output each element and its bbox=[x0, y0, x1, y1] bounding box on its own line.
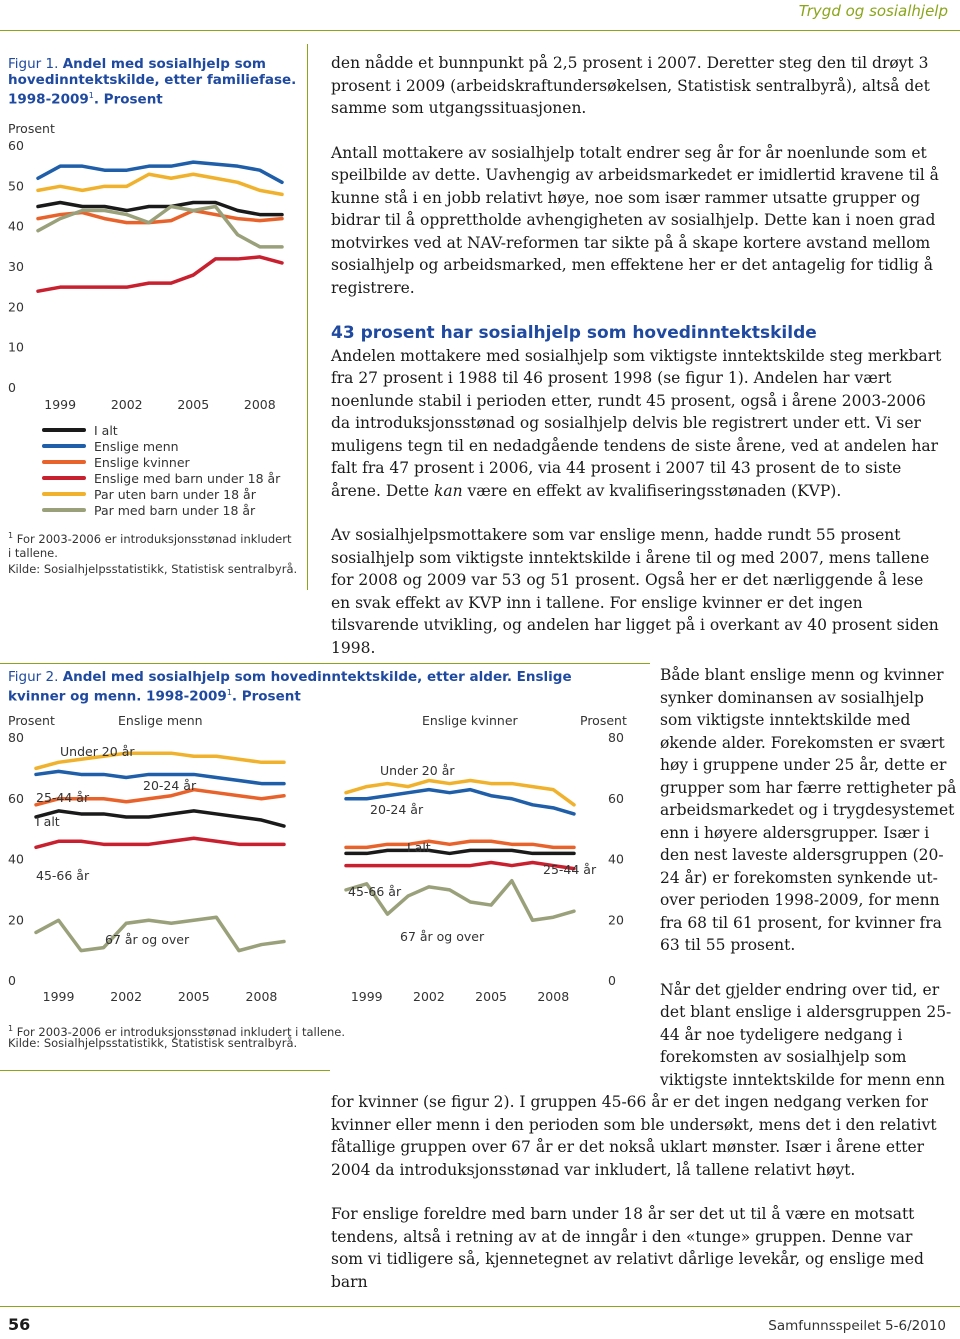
y-tick-label-left: 40 bbox=[8, 851, 24, 867]
legend-item bbox=[42, 422, 280, 438]
men-series-label: 20-24 år bbox=[143, 778, 197, 793]
x-tick-label: 2005 bbox=[177, 397, 210, 412]
fig2-title-text: Andel med sosialhjelp som hovedinntektskilde, etter alder. Enslige kvinner og menn. 1998-2009 bbox=[8, 669, 572, 705]
women-x-tick-label: 2005 bbox=[475, 989, 507, 1004]
women-series-label: 20-24 år bbox=[370, 802, 424, 817]
paragraph: Når det gjelder endring over tid, er det blant enslige i aldersgruppen 25-44 år noe tydeligere nedgang i forekomsten av sosialhjelp som viktigste inntektskilde for menn enn bbox=[660, 980, 952, 1089]
fig1-source: Kilde: Sosialhjelpsstatistikk, Statistisk sentralbyrå. bbox=[8, 562, 298, 576]
paragraph: Av sosialhjelpsmottakere som var enslige menn, hadde rundt 55 prosent sosialhjelp som viktigste inntektskilde i årene til og med 2007, mens tallene for 2008 og 2009 var 53 og 51 prosent. Også her er det nærliggende å lese en svak effekt av KVP inn i tallene. For enslige kvinner er det ingen tilsvarende utvikling, og andelen har ligget på i overkant av 40 prosent siden 1998. bbox=[331, 526, 939, 657]
men-series-label: 25-44 år bbox=[36, 790, 90, 805]
series-line-enslige-menn bbox=[38, 162, 282, 182]
paragraph: Både blant enslige menn og kvinner synker dominansen av sosialhjelp som viktigste inntektskilde med økende alder. Forekomsten er svært høy i gruppene under 25 år, dette er grupper som har færre rettigheter på arbeidsmarkedet og i trygdesystemet enn i høyere aldersgrupper. Især i den nest laveste aldersgruppen (20-24 år) er forekomsten synkende utover perioden 1998-2009, for menn fra 68 til 61 prosent, for kvinner fra 63 til 55 prosent. bbox=[660, 666, 957, 954]
y-tick-label: 60 bbox=[8, 138, 24, 153]
paragraph: den nådde et bunnpunkt på 2,5 prosent i 2007. Deretter steg den til drøyt 3 prosent i 2009 (arbeidskraftundersøkelsen, Statistisk sentralbyrå), altså det samme som utgangssituasjonen. bbox=[331, 54, 930, 117]
legend-swatch bbox=[42, 476, 86, 480]
women-series-label: Under 20 år bbox=[380, 763, 455, 778]
y-tick-label-left: 80 bbox=[8, 730, 24, 745]
fig2-left-ylabel: Prosent bbox=[8, 713, 55, 728]
fig1-note bbox=[8, 529, 298, 560]
legend-label: Enslige menn bbox=[94, 438, 179, 454]
fig2-title-sup: 1 bbox=[226, 688, 232, 697]
legend-item bbox=[42, 486, 280, 502]
legend-label: Enslige med barn under 18 år bbox=[94, 470, 281, 486]
men-series-line-i-alt bbox=[36, 811, 284, 826]
fig2-title-suffix: . Prosent bbox=[231, 688, 301, 705]
y-tick-label: 10 bbox=[8, 339, 24, 355]
men-series-line-45-66-r bbox=[36, 838, 284, 847]
men-x-tick-label: 1999 bbox=[42, 989, 75, 1004]
fig2-title bbox=[8, 669, 628, 705]
fig2-bottom-rule bbox=[0, 1070, 330, 1071]
y-tick-label-left: 20 bbox=[8, 912, 24, 928]
women-series-line-45-66-r bbox=[346, 863, 574, 869]
header-rule bbox=[0, 30, 960, 31]
x-tick-label: 1999 bbox=[44, 397, 77, 412]
fig1-title-prefix: Figur 1. bbox=[8, 56, 59, 72]
fig1-title-text: Andel med sosialhjelp som hovedinntektskilde, etter familiefase. 1998-2009 bbox=[8, 56, 297, 108]
y-tick-label-right: 0 bbox=[608, 973, 616, 988]
article-column-top bbox=[331, 52, 943, 659]
men-x-tick-label: 2002 bbox=[110, 989, 143, 1004]
y-tick-label-right: 20 bbox=[608, 912, 624, 928]
paragraph: for kvinner (se figur 2). I gruppen 45-66 år er det ingen nedgang verken for kvinner eller menn i den perioden som ble undersøkt, mens det i den relativt fåtallige gruppen over 67 år er det nokså uklart mønster. Især i årene etter 2004 da introduksjonsstønad var inkludert, lå tallene relativt høyt. bbox=[331, 1093, 937, 1179]
article-column-narrow bbox=[660, 664, 960, 1091]
fig1-chart bbox=[0, 130, 300, 415]
fig1-note-text: For 2003-2006 er introduksjonsstønad inkludert i tallene. bbox=[8, 531, 292, 560]
page-number: 56 bbox=[8, 1315, 31, 1334]
fig2-separator bbox=[0, 663, 650, 664]
men-series-label: 45-66 år bbox=[36, 868, 90, 883]
article-column-bottom bbox=[331, 1091, 943, 1293]
y-tick-label-left: 60 bbox=[8, 790, 24, 806]
women-series-line-25-44-r bbox=[346, 841, 574, 847]
men-x-tick-label: 2005 bbox=[177, 989, 210, 1004]
paragraph: Antall mottakere av sosialhjelp totalt endrer seg år for år noenlunde som et speilbilde av dette. Uavhengig av arbeidsmarkedet er imidlertid kravene til å kunne stå i en jobb relativt høye, noe som især rammer utsatte grupper og bidrar til å opprettholde avhengigheten av sosialhjelp. Dette kan i noen grad motvirkes ved at NAV-reformen tar sikte på å skape kortere avstand mellom sosialhjelp og arbeidsmarked, men effektene her er det antagelig for tidlig å registrere. bbox=[331, 143, 939, 297]
legend-swatch bbox=[42, 460, 86, 464]
fig2-panel-left-title: Enslige menn bbox=[118, 713, 203, 728]
fig1-note-sup: 1 bbox=[8, 531, 14, 540]
women-series-label: 45-66 år bbox=[348, 884, 402, 899]
paragraph-text: Andelen mottakere med sosialhjelp som viktigste inntektskilde steg merkbart fra 27 prosent i 1988 til 46 prosent 1998 (se figur 1). Andelen har vært noenlunde stabil i perioden etter, rundt 45 prosent, også i årene 2003-2006 da introduksjonsstønad og sosialhjelp delvis ble registrert under ett. Vi ser muligens tegn til en nedadgående tendens de siste årene, ved at andelen har falt fra 47 prosent i 2006, via 44 prosent i 2007 til 43 prosent de to siste årene. Dette bbox=[331, 346, 942, 500]
fig2-chart bbox=[0, 728, 640, 1008]
legend-item bbox=[42, 454, 280, 470]
legend-swatch bbox=[42, 428, 86, 432]
women-series-line-i-alt bbox=[346, 850, 574, 853]
y-tick-label: 50 bbox=[8, 178, 24, 194]
fig1-title-suffix: . Prosent bbox=[93, 91, 163, 108]
section-title: Trygd og sosialhjelp bbox=[798, 2, 948, 20]
men-series-label: 67 år og over bbox=[105, 932, 190, 947]
men-x-tick-label: 2008 bbox=[245, 989, 278, 1004]
fig2-right-ylabel: Prosent bbox=[580, 713, 627, 728]
fig1-legend bbox=[42, 422, 280, 518]
legend-label: Par med barn under 18 år bbox=[94, 502, 256, 518]
emphasis: kan bbox=[434, 481, 463, 500]
fig2-note-sup: 1 bbox=[8, 1024, 14, 1033]
fig2-panel-right-title: Enslige kvinner bbox=[422, 713, 518, 728]
paragraph bbox=[331, 345, 943, 503]
fig1-separator bbox=[307, 44, 308, 590]
men-series-label: Under 20 år bbox=[60, 744, 135, 759]
y-tick-label: 20 bbox=[8, 299, 24, 315]
y-tick-label-right: 40 bbox=[608, 851, 624, 867]
fig2-source: Kilde: Sosialhjelpsstatistikk, Statistisk sentralbyrå. bbox=[8, 1036, 298, 1050]
women-series-label: 67 år og over bbox=[400, 929, 485, 944]
journal-name: Samfunnsspeilet 5-6/2010 bbox=[768, 1318, 946, 1334]
legend-label: Enslige kvinner bbox=[94, 454, 190, 470]
footer-rule bbox=[0, 1306, 960, 1307]
legend-swatch bbox=[42, 492, 86, 496]
series-line-enslige-med-barn-under-18-r bbox=[38, 257, 282, 291]
women-series-label: I alt bbox=[407, 840, 431, 855]
legend-swatch bbox=[42, 508, 86, 512]
legend-label: I alt bbox=[94, 422, 118, 438]
legend-item bbox=[42, 470, 280, 486]
fig2-title-prefix: Figur 2. bbox=[8, 669, 59, 685]
legend-item bbox=[42, 502, 280, 518]
section-heading: 43 prosent har sosialhjelp som hovedinntektskilde bbox=[331, 323, 817, 343]
y-tick-label: 30 bbox=[8, 259, 24, 274]
y-tick-label-right: 60 bbox=[608, 790, 624, 806]
y-tick-label-right: 80 bbox=[608, 730, 624, 745]
legend-label: Par uten barn under 18 år bbox=[94, 486, 256, 502]
paragraph-text: være en effekt av kvalifiseringsstønaden (KVP). bbox=[462, 481, 842, 500]
women-series-label: 25-44 år bbox=[543, 862, 597, 877]
legend-swatch bbox=[42, 444, 86, 448]
y-tick-label: 40 bbox=[8, 218, 24, 234]
fig2-note-text: For 2003-2006 er introduksjonsstønad inkludert i tallene. bbox=[16, 1024, 346, 1039]
fig1-title bbox=[8, 56, 298, 108]
series-line-par-uten-barn-under-18-r bbox=[38, 174, 282, 194]
paragraph: For enslige foreldre med barn under 18 år ser det ut til å være en motsatt tendens, altså i retning av at de inngår i den «tunge» gruppen. Denne var som vi tidligere så, kjennetegnet av relativt dårlige levekår, og enslige med barn bbox=[331, 1205, 924, 1291]
y-tick-label-left: 0 bbox=[8, 973, 16, 988]
fig1-ylabel: Prosent bbox=[8, 121, 55, 136]
legend-item bbox=[42, 438, 280, 454]
women-x-tick-label: 2002 bbox=[413, 989, 445, 1004]
fig1-title-sup: 1 bbox=[88, 91, 94, 100]
men-series-label: I alt bbox=[36, 814, 60, 829]
women-x-tick-label: 1999 bbox=[350, 989, 383, 1004]
women-x-tick-label: 2008 bbox=[537, 989, 570, 1004]
x-tick-label: 2002 bbox=[110, 397, 143, 412]
x-tick-label: 2008 bbox=[243, 397, 276, 412]
y-tick-label: 0 bbox=[8, 380, 16, 395]
